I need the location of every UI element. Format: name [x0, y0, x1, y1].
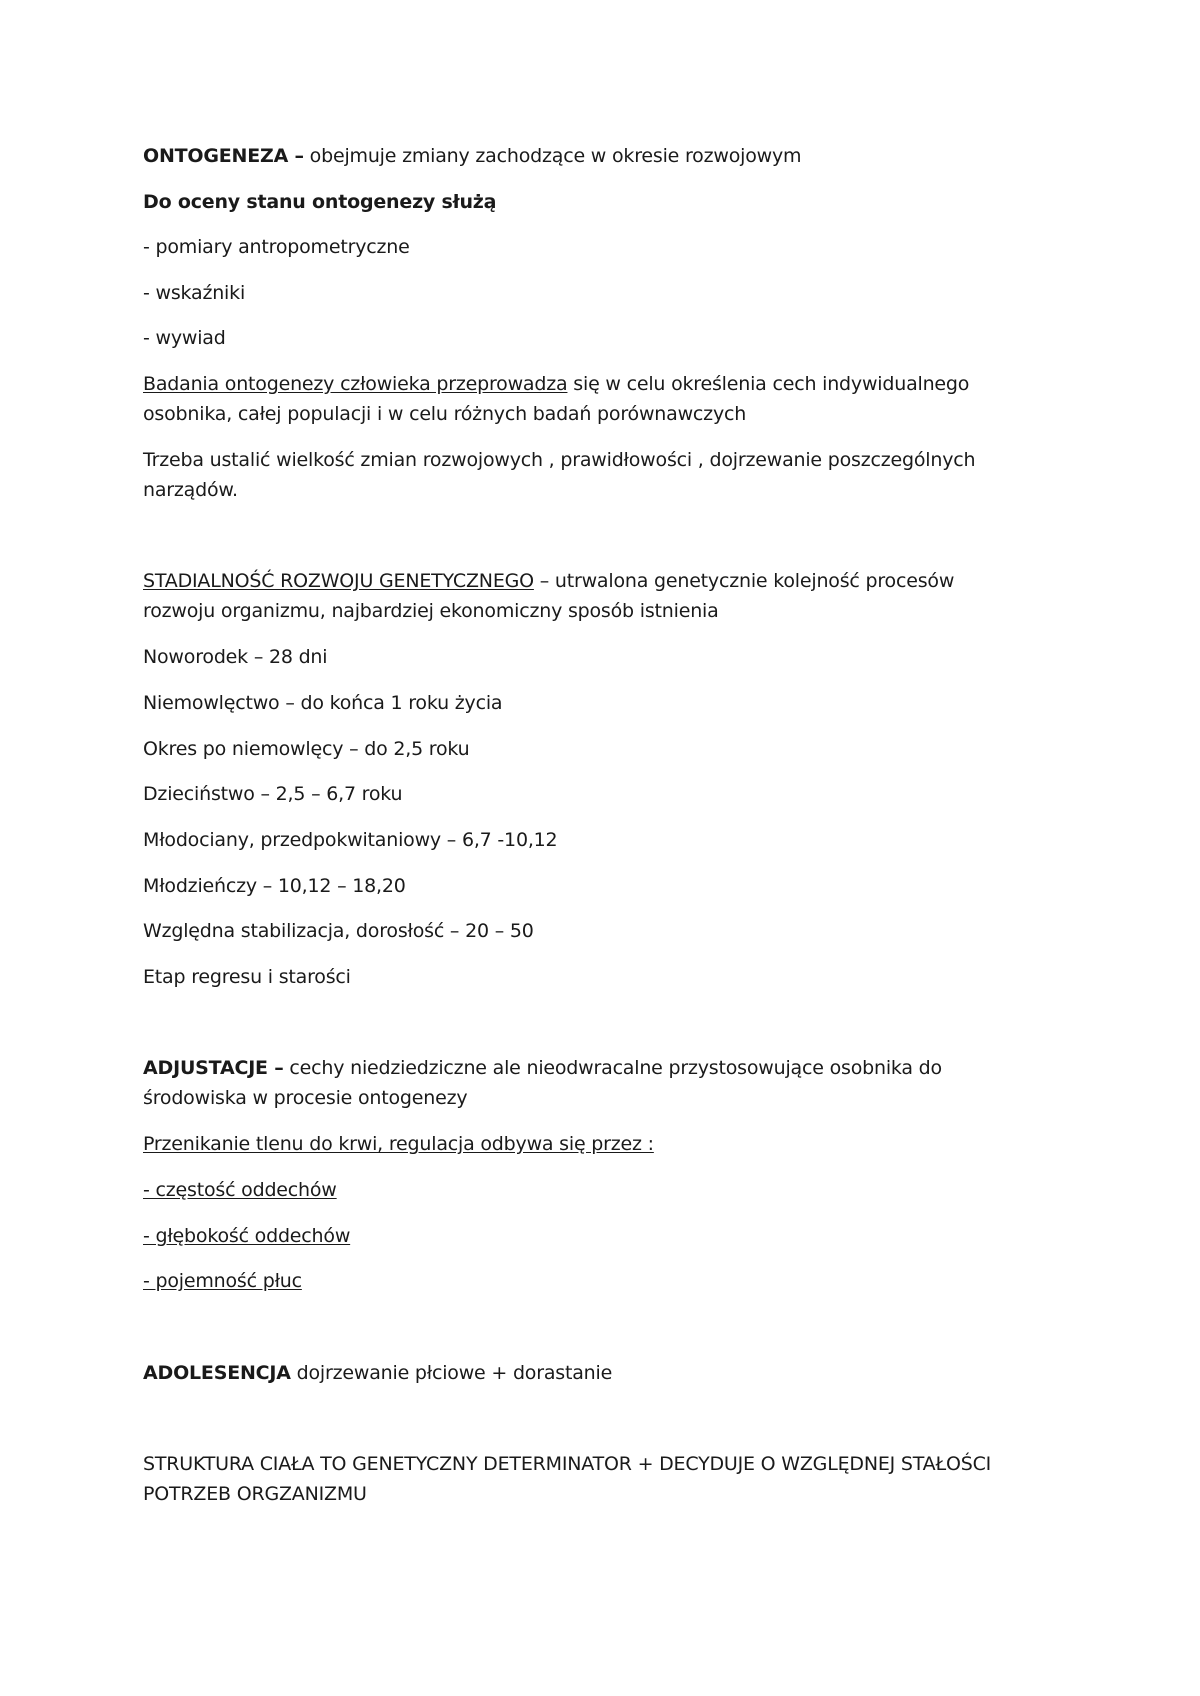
- struktura-line-1: STRUKTURA CIAŁA TO GENETYCZNY DETERMINATOR + DECYDUJE O WZGLĘDNEJ STAŁOŚCI: [143, 1453, 992, 1475]
- badania-line-1: [143, 369, 1063, 399]
- oddech-item-1: - częstość oddechów: [143, 1179, 337, 1201]
- adjustacje-line-1: [143, 1053, 1063, 1083]
- oddech-item-3: - pojemność płuc: [143, 1270, 302, 1292]
- adjustacje-rest: cechy niedziedziczne ale nieodwracalne przystosowujące osobnika do: [283, 1057, 942, 1079]
- trzeba-line-2: narządów.: [143, 479, 238, 501]
- stage-item: Względna stabilizacja, dorosłość – 20 – 50: [143, 920, 534, 942]
- adolesencja-paragraph: [143, 1358, 1063, 1388]
- stage-item: Niemowlęctwo – do końca 1 roku życia: [143, 692, 503, 714]
- ocena-item-2: - wskaźniki: [143, 282, 246, 304]
- adjustacje-term: ADJUSTACJE –: [143, 1057, 284, 1079]
- stage-item: Etap regresu i starości: [143, 966, 351, 988]
- ontogeneza-term: ONTOGENEZA –: [143, 145, 304, 167]
- stadialnosc-line-2: rozwoju organizmu, najbardziej ekonomiczny sposób istnienia: [143, 600, 719, 622]
- adolesencja-term: ADOLESENCJA: [143, 1362, 291, 1384]
- ocena-item-3: - wywiad: [143, 327, 226, 349]
- ocena-item-1: - pomiary antropometryczne: [143, 236, 410, 258]
- stage-item: Okres po niemowlęcy – do 2,5 roku: [143, 738, 470, 760]
- badania-rest: się w celu określenia cech indywidualnego: [567, 373, 970, 395]
- oddech-item-2: - głębokość oddechów: [143, 1225, 351, 1247]
- stadialnosc-term: STADIALNOŚĆ ROZWOJU GENETYCZNEGO: [143, 570, 534, 592]
- trzeba-line-1: Trzeba ustalić wielkość zmian rozwojowych , prawidłowości , dojrzewanie poszczególnych: [143, 449, 976, 471]
- stage-item: Dzieciństwo – 2,5 – 6,7 roku: [143, 783, 403, 805]
- badania-underlined: Badania ontogenezy człowieka przeprowadza: [143, 373, 568, 395]
- stage-item: Młodociany, przedpokwitaniowy – 6,7 -10,12: [143, 829, 558, 851]
- adolesencja-definition: dojrzewanie płciowe + dorastanie: [290, 1362, 613, 1384]
- struktura-line-2: POTRZEB ORGZANIZMU: [143, 1483, 367, 1505]
- stadialnosc-rest: – utrwalona genetycznie kolejność procesów: [533, 570, 955, 592]
- stage-item: Młodzieńczy – 10,12 – 18,20: [143, 875, 406, 897]
- ontogeneza-definition: obejmuje zmiany zachodzące w okresie rozwojowym: [303, 145, 802, 167]
- przenikanie-line: Przenikanie tlenu do krwi, regulacja odbywa się przez :: [143, 1133, 654, 1155]
- adjustacje-line-2: środowiska w procesie ontogenezy: [143, 1087, 468, 1109]
- badania-line-2: osobnika, całej populacji i w celu różnych badań porównawczych: [143, 403, 747, 425]
- stage-item: Noworodek – 28 dni: [143, 646, 328, 668]
- stadialnosc-line-1: [143, 566, 1063, 596]
- ontogeneza-paragraph: [143, 141, 1063, 171]
- ocena-heading: Do oceny stanu ontogenezy służą: [143, 191, 497, 213]
